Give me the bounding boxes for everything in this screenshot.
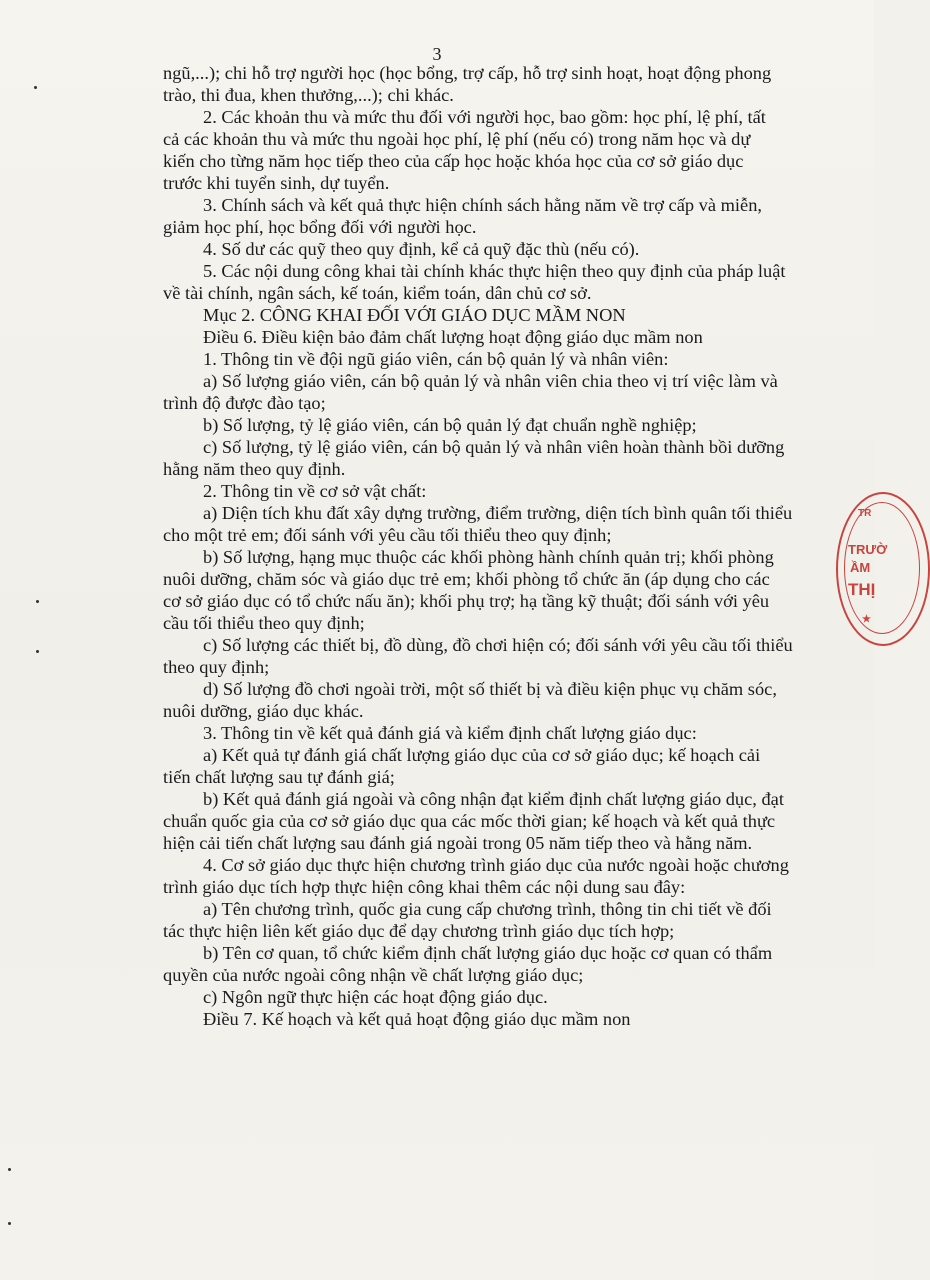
text-line: 2. Thông tin về cơ sở vật chất:: [203, 481, 427, 501]
text-line: cầu tối thiểu theo quy định;: [163, 613, 365, 633]
text-line: quyền của nước ngoài công nhận về chất lượng giáo dục;: [163, 965, 584, 985]
text-line: a) Kết quả tự đánh giá chất lượng giáo dục của cơ sở giáo dục; kế hoạch cải: [203, 745, 761, 765]
text-line: 4. Số dư các quỹ theo quy định, kể cả quỹ đặc thù (nếu có).: [203, 239, 640, 259]
text-line: a) Số lượng giáo viên, cán bộ quản lý và nhân viên chia theo vị trí việc làm và: [203, 371, 778, 391]
text-line: trình độ được đào tạo;: [163, 393, 326, 413]
text-line: tác thực hiện liên kết giáo dục để dạy chương trình giáo dục tích hợp;: [163, 921, 675, 941]
seal-text: ẦM: [850, 560, 871, 575]
page-number: 3: [432, 44, 442, 64]
text-line: c) Số lượng, tỷ lệ giáo viên, cán bộ quản lý và nhân viên hoàn thành bồi dưỡng: [203, 437, 785, 457]
text-line: chuẩn quốc gia của cơ sở giáo dục qua các mốc thời gian; kế hoạch và kết quả thực: [163, 811, 776, 831]
text-line: về tài chính, ngân sách, kế toán, kiểm toán, dân chủ cơ sở.: [163, 283, 592, 303]
scan-speck: [8, 1168, 11, 1171]
text-line: c) Ngôn ngữ thực hiện các hoạt động giáo dục.: [203, 987, 548, 1007]
text-line: trào, thi đua, khen thưởng,...); chi khác.: [163, 85, 454, 105]
scan-speck: [8, 1222, 11, 1225]
text-line: cả các khoản thu và mức thu ngoài học phí, lệ phí (nếu có) trong năm học và dự: [163, 129, 751, 149]
scan-speck: [36, 650, 39, 653]
text-line: b) Số lượng, hạng mục thuộc các khối phòng hành chính quản trị; khối phòng: [203, 547, 774, 567]
text-line: 4. Cơ sở giáo dục thực hiện chương trình giáo dục của nước ngoài hoặc chương: [203, 855, 789, 875]
text-line: 5. Các nội dung công khai tài chính khác thực hiện theo quy định của pháp luật: [203, 261, 786, 281]
text-line: nuôi dưỡng, giáo dục khác.: [163, 701, 364, 721]
text-line: kiến cho từng năm học tiếp theo của cấp học hoặc khóa học của cơ sở giáo dục: [163, 151, 744, 171]
seal-text: TR: [858, 508, 872, 519]
text-line: nuôi dưỡng, chăm sóc và giáo dục trẻ em; khối phòng tổ chức ăn (áp dụng cho các: [163, 569, 770, 589]
seal-text: TRƯỜ: [848, 542, 888, 557]
text-line: 3. Thông tin về kết quả đánh giá và kiểm định chất lượng giáo dục:: [203, 723, 697, 743]
text-line: a) Diện tích khu đất xây dựng trường, điểm trường, diện tích bình quân tối thiểu: [203, 503, 793, 523]
star-icon: ★: [862, 614, 871, 625]
text-line: b) Kết quả đánh giá ngoài và công nhận đạt kiểm định chất lượng giáo dục, đạt: [203, 789, 784, 809]
text-line: c) Số lượng các thiết bị, đồ dùng, đồ chơi hiện có; đối sánh với yêu cầu tối thiểu: [203, 635, 793, 655]
text-line: theo quy định;: [163, 657, 270, 677]
text-line: 1. Thông tin về đội ngũ giáo viên, cán bộ quản lý và nhân viên:: [203, 349, 669, 369]
text-line: tiến chất lượng sau tự đánh giá;: [163, 767, 395, 787]
document-body: [163, 62, 811, 1030]
text-line: b) Tên cơ quan, tổ chức kiểm định chất lượng giáo dục hoặc cơ quan có thẩm: [203, 943, 773, 963]
text-line: b) Số lượng, tỷ lệ giáo viên, cán bộ quản lý đạt chuẩn nghề nghiệp;: [203, 415, 697, 435]
seal-text: THỊ: [848, 580, 876, 599]
text-line: hằng năm theo quy định.: [163, 459, 346, 479]
scan-speck: [36, 600, 39, 603]
red-seal-stamp: [836, 492, 930, 646]
article-heading: Điều 7. Kế hoạch và kết quả hoạt động giáo dục mầm non: [203, 1009, 631, 1029]
section-heading: Mục 2. CÔNG KHAI ĐỐI VỚI GIÁO DỤC MẦM NON: [203, 305, 626, 325]
text-line: a) Tên chương trình, quốc gia cung cấp chương trình, thông tin chi tiết về đối: [203, 899, 772, 919]
text-line: d) Số lượng đồ chơi ngoài trời, một số thiết bị và điều kiện phục vụ chăm sóc,: [203, 679, 777, 699]
text-line: 2. Các khoản thu và mức thu đối với người học, bao gồm: học phí, lệ phí, tất: [203, 107, 766, 127]
text-line: ngũ,...); chi hỗ trợ người học (học bổng, trợ cấp, hỗ trợ sinh hoạt, hoạt động phong: [163, 63, 772, 83]
text-line: trình giáo dục tích hợp thực hiện công khai thêm các nội dung sau đây:: [163, 877, 686, 897]
text-line: cơ sở giáo dục có tổ chức nấu ăn); khối phụ trợ; hạ tầng kỹ thuật; đối sánh với yêu: [163, 591, 770, 611]
scan-speck: [34, 86, 37, 89]
article-heading: Điều 6. Điều kiện bảo đảm chất lượng hoạt động giáo dục mầm non: [203, 327, 703, 347]
text-line: trước khi tuyển sinh, dự tuyển.: [163, 173, 390, 193]
text-line: giảm học phí, học bổng đối với người học.: [163, 217, 477, 237]
text-line: 3. Chính sách và kết quả thực hiện chính sách hằng năm về trợ cấp và miễn,: [203, 195, 762, 215]
text-line: hiện cải tiến chất lượng sau đánh giá ngoài trong 05 năm tiếp theo và hằng năm.: [163, 833, 753, 853]
text-line: cho một trẻ em; đối sánh với yêu cầu tối thiểu theo quy định;: [163, 525, 612, 545]
